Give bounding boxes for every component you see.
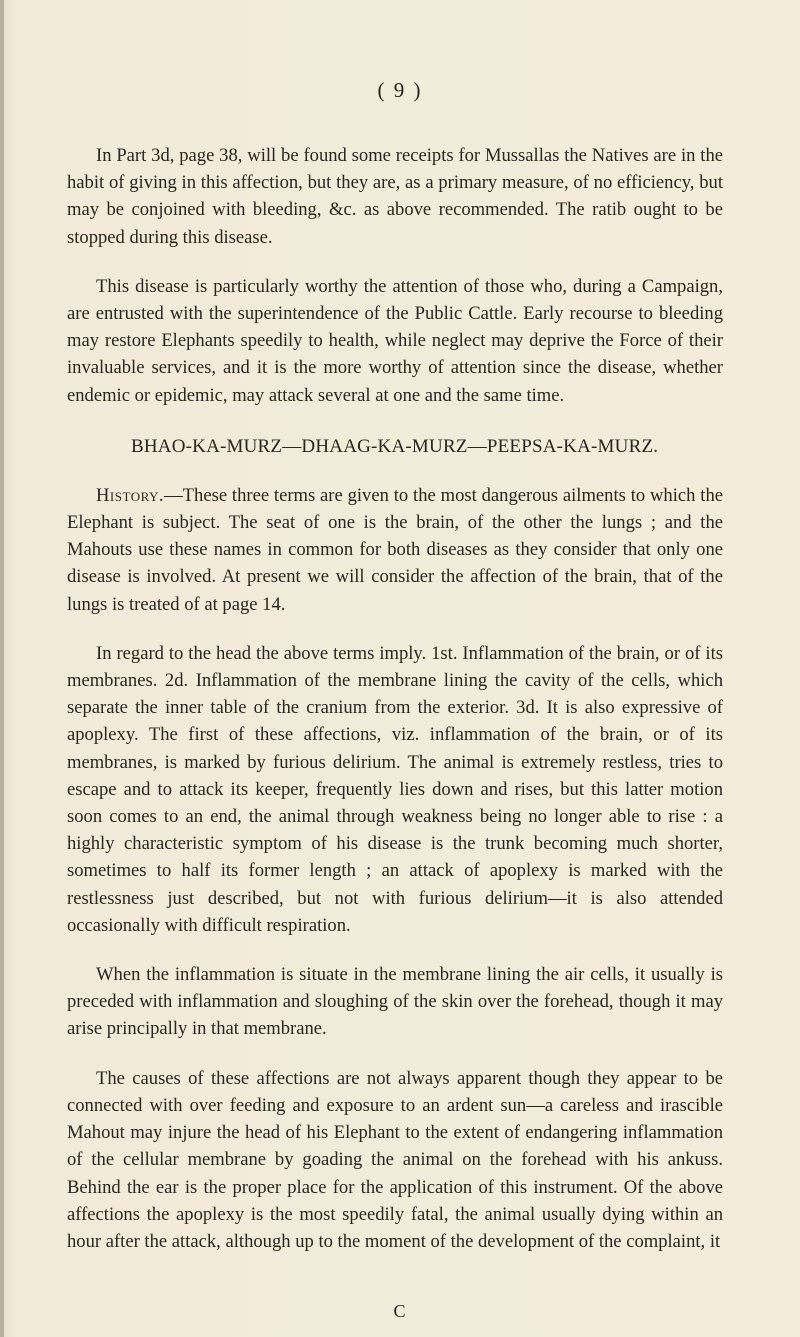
paragraph-symptoms: In regard to the head the above terms imply. 1st. Inflammation of the brain, or of its membranes. 2d. Inflammation of the membrane lining the cavity of the cells, which separate the inner table of the cranium from the exterior. 3d. It is also expressive of apoplexy. The first of these affections, viz. inflammation of the brain, or of its membranes, is marked by furious delirium. The animal is extremely restless, tries to escape and to attack its keeper, frequently lies down and rises, but this latter motion soon comes to an end, the animal through weakness being no longer able to rise : a highly characteristic symptom of his disease is the trunk becoming much shorter, sometimes to half its former length ; an attack of apoplexy is marked with the restlessness just described, but not with furious delirium—it is also attended occasionally with difficult respiration. xyxy=(67,642,723,936)
paragraph-causes: The causes of these affections are not always apparent though they appear to be connected with over feeding and exposure to an ardent sun—a careless and irascible Mahout may injure the head of his Elephant to the extent of endangering inflammation of the cellular membrane by goading the animal on the forehead with his ankuss. Behind the ear is the proper place for the application of this instrument. Of the above affections the apoplexy is the most speedily fatal, the animal usually dying within an hour after the attack, although up to the moment of the development of the complaint, it xyxy=(67,1067,723,1252)
body-text xyxy=(67,142,723,1255)
page-edge-shadow xyxy=(0,0,4,1337)
section-heading: BHAO-KA-MURZ—DHAAG-KA-MURZ—PEEPSA-KA-MURZ. xyxy=(131,435,659,457)
paragraph-air-cells: When the inflammation is situate in the membrane lining the air cells, it usually is preceded with inflammation and sloughing of the skin over the forehead, though it may arise principally in that membrane. xyxy=(67,964,723,1040)
history-text: —These three terms are given to the most dangerous ailments to which the Elephant is subject. The seat of one is the brain, of the other the lungs ; and the Mahouts use these names in common for both diseases as they consider that only one disease is involved. At present we will consider the affection of the brain, that of the lungs is treated of at page 14. xyxy=(67,484,723,615)
page-number: ( 9 ) xyxy=(377,78,423,102)
paragraph-mussallas: In Part 3d, page 38, will be found some receipts for Mussallas the Natives are in the habit of giving in this affection, but they are, as a primary measure, of no efficiency, but may be conjoined with bleeding, &c. as above recommended. The ratib ought to be stopped during this disease. xyxy=(67,145,723,248)
paragraph-campaign: This disease is particularly worthy the attention of those who, during a Campaign, are entrusted with the superintendence of the Public Cattle. Early recourse to bleeding may restore Elephants speedily to health, while neglect may deprive the Force of their invaluable services, and it is the more worthy of attention since the disease, whether endemic or epidemic, may attack several at one and the same time. xyxy=(67,275,723,406)
paragraph-history xyxy=(67,482,723,618)
history-lead: History. xyxy=(96,484,165,506)
signature-mark: C xyxy=(393,1301,407,1321)
